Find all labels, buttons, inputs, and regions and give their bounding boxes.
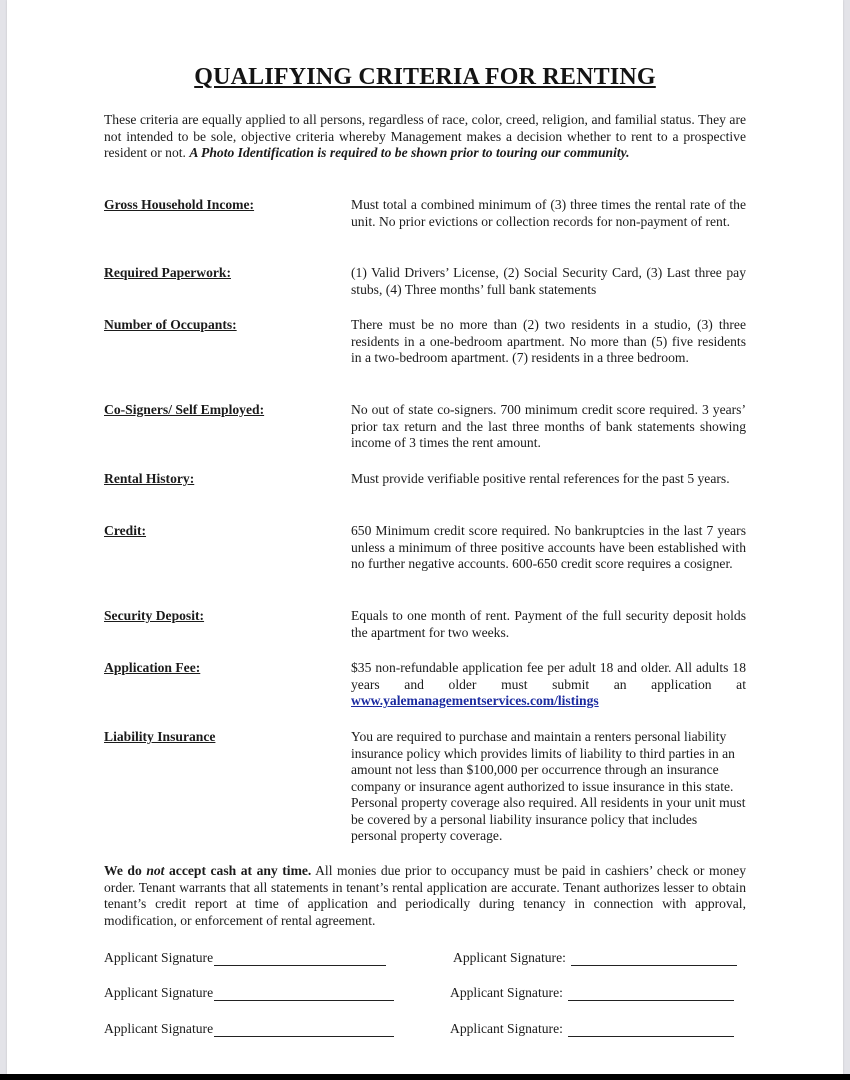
criteria-row-gross-household-income [104, 197, 746, 230]
criteria-label: Co-Signers/ Self Employed: [104, 402, 265, 417]
signature-line[interactable] [214, 1024, 394, 1037]
criteria-row-liability-insurance [104, 729, 746, 845]
criteria-row-credit [104, 523, 746, 573]
criteria-row-application-fee [104, 660, 746, 710]
criteria-row-rental-history [104, 471, 746, 488]
criteria-row-security-deposit [104, 608, 746, 641]
criteria-value: (1) Valid Drivers’ License, (2) Social Security Card, (3) Last three pay stubs, (4) Three months’ full bank statements [351, 265, 746, 297]
no-cash-notice-suffix: accept cash at any time. [164, 863, 312, 878]
criteria-value [351, 660, 746, 710]
signature-label: Applicant Signature: [453, 950, 566, 965]
listings-link[interactable]: www.yalemanagementservices.com/listings [351, 693, 599, 708]
closing-paragraph [104, 863, 746, 929]
criteria-value: 650 Minimum credit score required. No bankruptcies in the last 7 years unless a minimum of three positive accounts have been established with no further negative accounts. 600-650 credit score requires a cosigner. [351, 523, 746, 571]
criteria-value: There must be no more than (2) two residents in a studio, (3) three residents in a one-bedroom apartment. No more than (5) five residents in a two-bedroom apartment. (7) residents in a three bedroom. [351, 317, 746, 365]
signature-line[interactable] [214, 953, 386, 966]
criteria-label: Liability Insurance [104, 729, 216, 744]
criteria-label: Rental History: [104, 471, 195, 486]
criteria-value: Must total a combined minimum of (3) three times the rental rate of the unit. No prior evictions or collection records for non-payment of rent. [351, 197, 746, 229]
criteria-value: No out of state co-signers. 700 minimum credit score required. 3 years’ prior tax return and the last three months of bank statements showing income of 3 times the rent amount. [351, 402, 746, 450]
application-fee-text: $35 non-refundable application fee per adult 18 and older. All adults 18 years and older must submit an application at [351, 660, 746, 692]
criteria-label: Credit: [104, 523, 147, 538]
intro-text: These criteria are equally applied to all persons, regardless of race, color, creed, religion, and familial status. They are not intended to be sole, objective criteria whereby Management makes a decision whether to rent to a prospective resident or not. [104, 112, 746, 160]
criteria-value: Must provide verifiable positive rental references for the past 5 years. [351, 471, 730, 486]
criteria-label: Security Deposit: [104, 608, 205, 623]
closing-text: All monies due prior to occupancy must be paid in cashiers’ check or money order. Tenant warrants that all statements in tenant’s rental application are accurate. Tenant authorizes lesser to obtain tenant’s credit report at time of application and periodically during tenancy in connection with approval, modification, or enforcement of rental agreement. [104, 863, 746, 928]
criteria-value: Equals to one month of rent. Payment of the full security deposit holds the apartment for two weeks. [351, 608, 746, 640]
signature-field[interactable] [450, 985, 734, 1001]
signature-label: Applicant Signature [104, 985, 214, 1000]
signature-label: Applicant Signature [104, 1021, 214, 1036]
signature-field[interactable] [104, 985, 394, 1001]
signature-field[interactable] [104, 1021, 394, 1037]
criteria-row-number-of-occupants [104, 317, 746, 367]
criteria-label: Gross Household Income: [104, 197, 255, 212]
signature-label: Applicant Signature: [450, 1021, 563, 1036]
document-page [7, 0, 843, 1074]
no-cash-notice-not: not [146, 863, 165, 878]
signature-line[interactable] [568, 1024, 734, 1037]
criteria-label: Number of Occupants: [104, 317, 237, 332]
page-title: QUALIFYING CRITERIA FOR RENTING [194, 64, 656, 90]
signature-line[interactable] [571, 953, 737, 966]
signature-label: Applicant Signature: [450, 985, 563, 1000]
criteria-label: Application Fee: [104, 660, 201, 675]
no-cash-notice-prefix: We do [104, 863, 147, 878]
signature-label: Applicant Signature [104, 950, 214, 965]
intro-paragraph [104, 112, 746, 162]
intro-photo-id-notice: A Photo Identification is required to be shown prior to touring our community. [189, 145, 630, 160]
signature-field[interactable] [450, 1021, 734, 1037]
signature-field[interactable] [453, 950, 737, 966]
criteria-row-co-signers [104, 402, 746, 452]
criteria-row-required-paperwork [104, 265, 746, 298]
criteria-value: You are required to purchase and maintain a renters personal liability insurance policy which provides limits of liability to third parties in an amount not less than $100,000 per occurrence through an insurance company or insurance agent authorized to issue insurance in this state. Personal property coverage also required. All residents in your unit must be covered by a personal liability insurance policy that includes personal property coverage. [351, 729, 746, 843]
criteria-label: Required Paperwork: [104, 265, 231, 280]
signature-field[interactable] [104, 950, 386, 966]
signature-line[interactable] [214, 988, 394, 1001]
signature-line[interactable] [568, 988, 734, 1001]
